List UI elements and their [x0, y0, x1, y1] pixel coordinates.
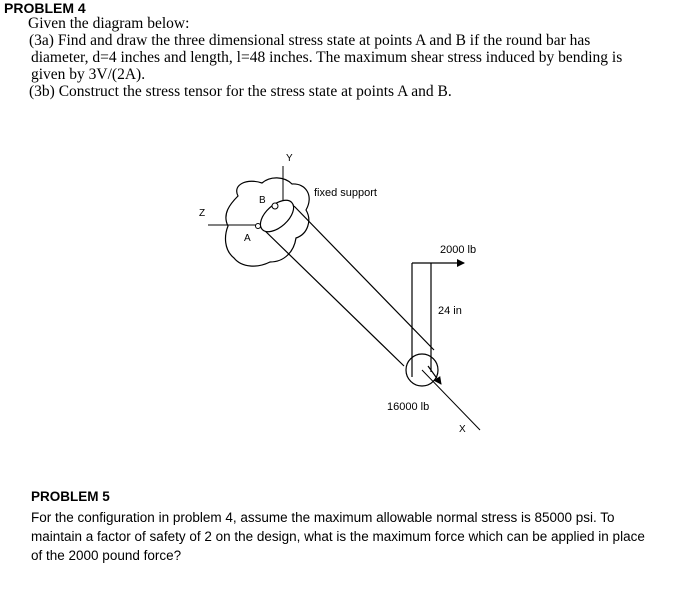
vertical-force-label: 16000 lb — [387, 401, 430, 413]
x-axis-label: X — [459, 424, 466, 435]
problem-5-title: PROBLEM 5 — [31, 489, 110, 504]
problem-4-title: PROBLEM 4 — [4, 0, 86, 16]
problem-5-line-1: For the configuration in problem 4, assume the maximum allowable normal stress is 85000 psi. To — [31, 510, 615, 525]
point-a-label: A — [244, 233, 251, 244]
horizontal-force-label: 2000 lb — [440, 244, 477, 256]
y-axis-label: Y — [286, 153, 293, 164]
point-a-marker — [256, 224, 261, 229]
problem-4-part-a-line-2: diameter, d=4 inches and length, l=48 inches. The maximum shear stress induced by bending is — [31, 49, 623, 66]
round-bar — [260, 206, 434, 366]
fixed-support-label: fixed support — [314, 187, 377, 199]
problem-5-text — [31, 508, 681, 565]
problem-5-line-2: maintain a factor of safety of 2 on the design, what is the maximum force which can be applied in place — [31, 529, 645, 544]
problem-4-part-a-line-1: (3a) Find and draw the three dimensional stress state at points A and B if the round bar has — [29, 32, 591, 49]
problem-4-part-a-line-3: given by 3V/(2A). — [31, 66, 146, 83]
lever-length-label: 24 in — [438, 305, 462, 317]
problem-4-part-b: (3b) Construct the stress tensor for the stress state at points A and B. — [29, 83, 452, 100]
problem-4-intro: Given the diagram below: — [28, 15, 190, 32]
z-axis-label: Z — [199, 208, 206, 219]
x-axis-line — [422, 370, 480, 430]
problem-5-line-3: of the 2000 pound force? — [31, 548, 182, 563]
point-b-label: B — [259, 195, 266, 206]
point-b-marker — [272, 203, 278, 209]
